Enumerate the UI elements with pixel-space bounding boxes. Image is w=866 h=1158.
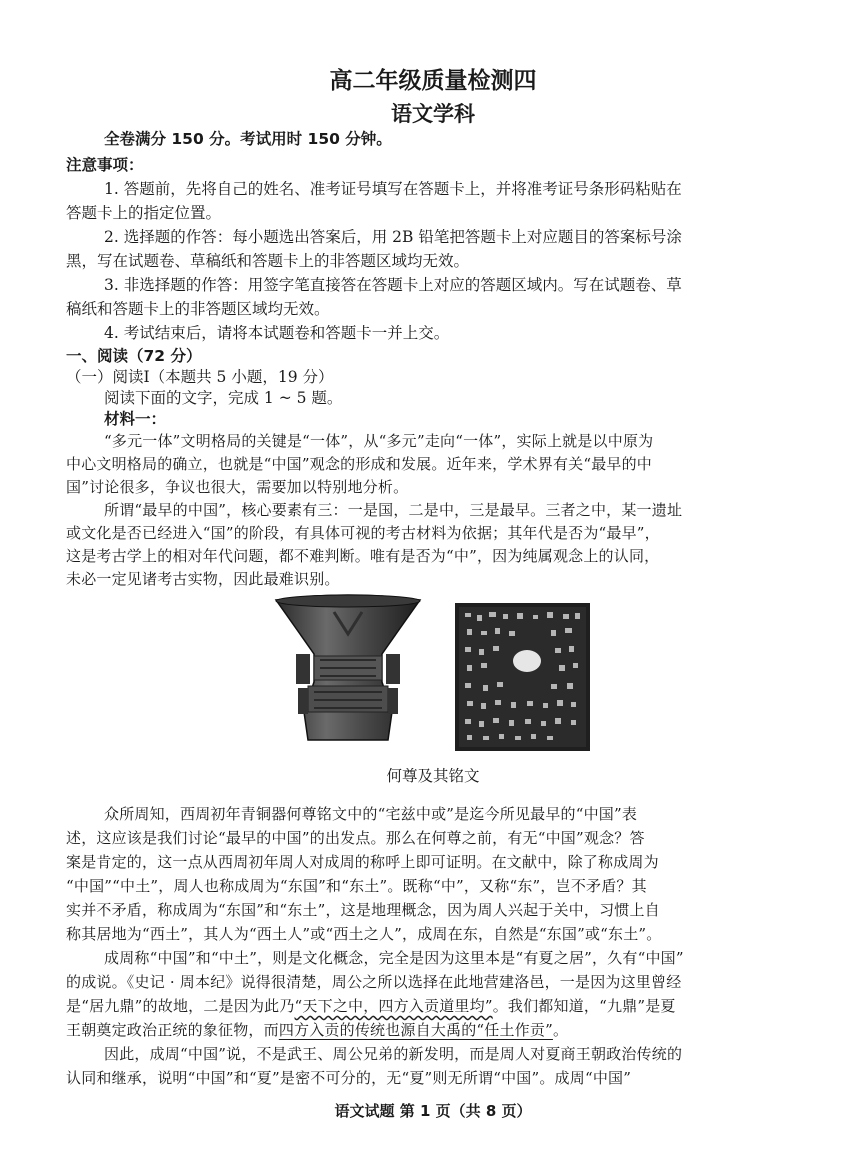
passage-line: “中国”“中土”，周人也称成周为“东国”和“东土”。既称“中”，又称“东”，岂不矛盾？其: [66, 877, 647, 895]
notice-line: 黑，写在试题卷、草稿纸和答题卡上的非答题区域均无效。: [66, 252, 470, 270]
notice-line: 2. 选择题的作答：每小题选出答案后，用 2B 铅笔把答题卡上对应题目的答案标号涂: [104, 228, 682, 246]
notice-heading: 注意事项：: [66, 156, 144, 174]
inscription-rubbing-image: [455, 603, 590, 751]
passage-line: 因此，成周“中国”说，不是武王、周公兄弟的新发明，而是周人对夏商王朝政治传统的: [104, 1045, 683, 1063]
score-line: 全卷满分 150 分。考试用时 150 分钟。: [104, 130, 392, 148]
exam-title: 高二年级质量检测四: [329, 68, 537, 94]
notice-line: 答题卡上的指定位置。: [66, 204, 222, 222]
passage-segment: 。我们都知道，“九鼎”是夏: [492, 997, 676, 1015]
passage-segment: 是“居九鼎”的故地，二是因为此乃: [66, 997, 295, 1015]
notice-line: 1. 答题前，先将自己的姓名、准考证号填写在答题卡上，并将准考证号条形码粘贴在: [104, 180, 682, 198]
passage-line: 称其居地为“西土”，其人为“西土人”或“西土之人”，成周在东，自然是“东国”或“东土”。: [66, 925, 662, 943]
subject-title: 语文学科: [391, 102, 475, 126]
passage-line: 中心文明格局的确立，也就是“中国”观念的形成和发展。近年来，学术界有关“最早的中: [66, 455, 653, 473]
notice-line: 稿纸和答题卡上的非答题区域均无效。: [66, 300, 330, 318]
section-reading: 一、阅读（72 分）: [66, 347, 202, 365]
page-footer: 语文试题 第 1 页（共 8 页）: [334, 1102, 532, 1120]
passage-line: “多元一体”文明格局的关键是“一体”，从“多元”走向“一体”，实际上就是以中原为: [104, 432, 654, 450]
material-label: 材料一：: [104, 410, 167, 428]
passage-line: 述，这应该是我们讨论“最早的中国”的出发点。那么在何尊之前，有无“中国”观念？答: [66, 829, 645, 847]
passage-line: 这是考古学上的相对年代问题，都不难判断。唯有是否为“中”，因为纯属观念上的认同，: [66, 547, 660, 565]
section-reading-1: （一）阅读Ⅰ（本题共 5 小题，19 分）: [66, 368, 334, 386]
passage-segment: 王朝奠定政治正统的象征物，而: [66, 1021, 279, 1039]
passage-line: 国”讨论很多，争议也很大，需要加以特别地分析。: [66, 478, 409, 496]
passage-line: 未必一定见诸考古实物，因此最难识别。: [66, 570, 340, 588]
passage-line: 所谓“最早的中国”，核心要素有三：一是国，二是中，三是最早。三者之中，某一遗址: [104, 501, 683, 519]
passage-line: [66, 995, 836, 1017]
instruction-text: 阅读下面的文字，完成 1 ~ 5 题。: [104, 389, 343, 407]
passage-line: 成周称“中国”和“中土”，则是文化概念，完全是因为这里本是“有夏之居”，久有“中国”: [104, 949, 684, 967]
passage-line: 的成说。《史记 · 周本纪》说得很清楚，周公之所以选择在此地营建洛邑，一是因为这里曾经: [66, 973, 682, 991]
passage-segment: 。: [552, 1021, 569, 1039]
passage-line: 或文化是否已经进入“国”的阶段，有具体可视的考古材料为依据；其年代是否为“最早”，: [66, 524, 660, 542]
passage-line: 认同和继承，说明“中国”和“夏”是密不可分的，无“夏”则无所谓“中国”。成周“中国”: [66, 1069, 632, 1087]
notice-line: 3. 非选择题的作答：用签字笔直接答在答题卡上对应的答题区域内。写在试题卷、草: [104, 276, 682, 294]
underlined-phrase: 四方入贡的传统也源自大禹的“任土作贡”: [278, 1021, 553, 1039]
bronze-zun-image: [268, 594, 428, 744]
passage-line: 案是肯定的，这一点从西周初年周人对成周的称呼上即可证明。在文献中，除了称成周为: [66, 853, 659, 871]
passage-line: 实并不矛盾，称成周为“东国”和“东土”，这是地理概念，因为周人兴起于关中，习惯上自: [66, 901, 660, 919]
underlined-quote: “天下之中，四方入贡道里均”: [294, 997, 493, 1015]
notice-line: 4. 考试结束后，请将本试题卷和答题卡一并上交。: [104, 324, 450, 342]
passage-line: 众所周知，西周初年青铜器何尊铭文中的“宅兹中或”是迄今所见最早的“中国”表: [104, 805, 638, 823]
passage-line: [66, 1019, 836, 1041]
figure-caption: 何尊及其铭文: [386, 767, 480, 785]
